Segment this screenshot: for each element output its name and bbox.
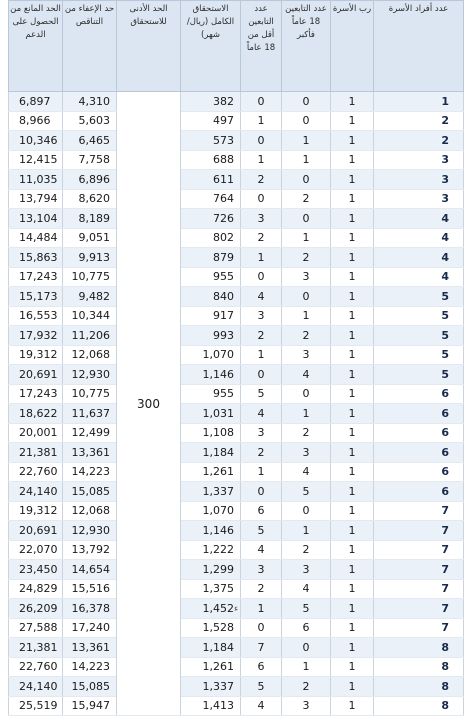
head-of-household-cell: 1 (331, 248, 374, 268)
max-income-cell: 22,760 (9, 657, 63, 677)
table-row (9, 189, 464, 209)
family-size-cell: 4 (374, 248, 464, 268)
dependents-18-plus-cell: 1 (282, 306, 331, 326)
full-entitlement-cell: 955 (181, 267, 241, 287)
head-of-household-cell: 1 (331, 131, 374, 151)
max-income-cell: 16,553 (9, 306, 63, 326)
full-entitlement-cell: 726 (181, 209, 241, 229)
dependents-18-plus-cell: 0 (282, 111, 331, 131)
dependents-under-18-cell: 7 (241, 638, 282, 658)
head-of-household-cell: 1 (331, 521, 374, 541)
head-of-household-cell: 1 (331, 365, 374, 385)
family-size-cell: 2 (374, 131, 464, 151)
full-entitlement-cell: 1,299 (181, 560, 241, 580)
table-row (9, 209, 464, 229)
dependents-18-plus-cell: 0 (282, 501, 331, 521)
table-row (9, 579, 464, 599)
entitlement-table-document (8, 0, 463, 713)
dependents-18-plus-cell: 3 (282, 267, 331, 287)
full-entitlement-cell: 1,337 (181, 482, 241, 502)
head-of-household-cell: 1 (331, 443, 374, 463)
dependents-under-18-cell: 3 (241, 209, 282, 229)
max-income-cell: 10,346 (9, 131, 63, 151)
dependents-18-plus-cell: 0 (282, 384, 331, 404)
max-income-cell: 13,104 (9, 209, 63, 229)
dependents-18-plus-cell: 4 (282, 462, 331, 482)
family-size-cell: 7 (374, 560, 464, 580)
full-entitlement-cell: 1,261 (181, 657, 241, 677)
full-entitlement-cell: 1,413 (181, 696, 241, 716)
max-income-cell: 20,691 (9, 365, 63, 385)
head-of-household-cell: 1 (331, 170, 374, 190)
dependents-under-18-cell: 1 (241, 345, 282, 365)
max-income-cell: 17,243 (9, 384, 63, 404)
dependents-18-plus-cell: 4 (282, 579, 331, 599)
max-income-cell: 20,001 (9, 423, 63, 443)
deduction-limit-cell: 9,913 (63, 248, 117, 268)
table-row (9, 150, 464, 170)
table-row (9, 462, 464, 482)
max-income-cell: 21,381 (9, 443, 63, 463)
dependents-under-18-cell: 5 (241, 384, 282, 404)
full-entitlement-cell: 1,261 (181, 462, 241, 482)
full-entitlement-cell: 955 (181, 384, 241, 404)
family-size-cell: 7 (374, 540, 464, 560)
dependents-18-plus-cell: 5 (282, 599, 331, 619)
head-of-household-cell: 1 (331, 501, 374, 521)
table-row (9, 326, 464, 346)
dependents-under-18-cell: 0 (241, 189, 282, 209)
dependents-under-18-cell: 3 (241, 423, 282, 443)
full-entitlement-cell: 917 (181, 306, 241, 326)
head-of-household-cell: 1 (331, 306, 374, 326)
dependents-18-plus-cell: 0 (282, 92, 331, 112)
family-size-cell: 7 (374, 579, 464, 599)
head-of-household-cell: 1 (331, 423, 374, 443)
full-entitlement-cell: 802 (181, 228, 241, 248)
deduction-limit-cell: 17,240 (63, 618, 117, 638)
dependents-18-plus-cell: 3 (282, 443, 331, 463)
deduction-limit-cell: 14,223 (63, 462, 117, 482)
header-min-entitlement: الحد الأدنى للاستحقاق (117, 1, 181, 92)
deduction-limit-cell: 12,499 (63, 423, 117, 443)
deduction-limit-cell: 4,310 (63, 92, 117, 112)
table-row (9, 443, 464, 463)
family-size-cell: 4 (374, 267, 464, 287)
deduction-limit-cell: 10,775 (63, 267, 117, 287)
full-entitlement-cell: 1,337 (181, 677, 241, 697)
full-entitlement-cell: 1,146 (181, 521, 241, 541)
deduction-limit-cell: 12,068 (63, 345, 117, 365)
family-size-cell: 5 (374, 306, 464, 326)
head-of-household-cell: 1 (331, 228, 374, 248)
table-row (9, 521, 464, 541)
dependents-18-plus-cell: 2 (282, 677, 331, 697)
dependents-18-plus-cell: 4 (282, 365, 331, 385)
dependents-under-18-cell: 4 (241, 696, 282, 716)
table-row (9, 228, 464, 248)
dependents-under-18-cell: 2 (241, 443, 282, 463)
deduction-limit-cell: 8,189 (63, 209, 117, 229)
head-of-household-cell: 1 (331, 657, 374, 677)
deduction-limit-cell: 12,930 (63, 521, 117, 541)
head-of-household-cell: 1 (331, 189, 374, 209)
dependents-under-18-cell: 3 (241, 306, 282, 326)
dependents-18-plus-cell: 3 (282, 345, 331, 365)
full-entitlement-cell: 1,070 (181, 501, 241, 521)
head-of-household-cell: 1 (331, 677, 374, 697)
header-max-income: الحد المانع من الحصول على الدعم (9, 1, 63, 92)
dependents-18-plus-cell: 1 (282, 131, 331, 151)
dependents-under-18-cell: 1 (241, 111, 282, 131)
table-row (9, 287, 464, 307)
family-size-cell: 8 (374, 638, 464, 658)
dependents-under-18-cell: 1 (241, 248, 282, 268)
dependents-under-18-cell: 4 (241, 404, 282, 424)
family-size-cell: 4 (374, 209, 464, 229)
dependents-18-plus-cell: 0 (282, 209, 331, 229)
full-entitlement-cell: 1,184 (181, 638, 241, 658)
head-of-household-cell: 1 (331, 696, 374, 716)
dependents-18-plus-cell: 3 (282, 560, 331, 580)
max-income-cell: 21,381 (9, 638, 63, 658)
deduction-limit-cell: 16,378 (63, 599, 117, 619)
dependents-under-18-cell: 5 (241, 677, 282, 697)
max-income-cell: 25,519 (9, 696, 63, 716)
head-of-household-cell: 1 (331, 599, 374, 619)
header-head-of-household: رب الأسرة (331, 1, 374, 92)
deduction-limit-cell: 15,947 (63, 696, 117, 716)
max-income-cell: 27,588 (9, 618, 63, 638)
deduction-limit-cell: 12,068 (63, 501, 117, 521)
deduction-limit-cell: 11,206 (63, 326, 117, 346)
dependents-18-plus-cell: 0 (282, 287, 331, 307)
deduction-limit-cell: 14,654 (63, 560, 117, 580)
min-entitlement-value: 300 (117, 92, 181, 716)
family-size-cell: 6 (374, 384, 464, 404)
table-row (9, 677, 464, 697)
dependents-under-18-cell: 6 (241, 657, 282, 677)
max-income-cell: 14,484 (9, 228, 63, 248)
full-entitlement-cell: 1,528 (181, 618, 241, 638)
family-size-cell: 6 (374, 443, 464, 463)
family-size-cell: 7 (374, 501, 464, 521)
table-row (9, 423, 464, 443)
family-size-cell: 4 (374, 228, 464, 248)
dependents-18-plus-cell: 6 (282, 618, 331, 638)
head-of-household-cell: 1 (331, 540, 374, 560)
deduction-limit-cell: 15,085 (63, 677, 117, 697)
full-entitlement-cell: 879 (181, 248, 241, 268)
max-income-cell: 8,966 (9, 111, 63, 131)
head-of-household-cell: 1 (331, 482, 374, 502)
dependents-18-plus-cell: 2 (282, 423, 331, 443)
max-income-cell: 22,760 (9, 462, 63, 482)
max-income-cell: 15,173 (9, 287, 63, 307)
max-income-cell: 24,829 (9, 579, 63, 599)
max-income-cell: 15,863 (9, 248, 63, 268)
dependents-18-plus-cell: 1 (282, 521, 331, 541)
dependents-under-18-cell: 0 (241, 365, 282, 385)
dependents-under-18-cell: 2 (241, 326, 282, 346)
full-entitlement-cell: 1,031 (181, 404, 241, 424)
dependents-18-plus-cell: 2 (282, 189, 331, 209)
deduction-limit-cell: 7,758 (63, 150, 117, 170)
dependents-18-plus-cell: 2 (282, 326, 331, 346)
family-size-cell: 7 (374, 521, 464, 541)
family-size-cell: 8 (374, 677, 464, 697)
deduction-limit-cell: 14,223 (63, 657, 117, 677)
head-of-household-cell: 1 (331, 267, 374, 287)
table-row (9, 618, 464, 638)
table-row (9, 306, 464, 326)
full-entitlement-cell: 497 (181, 111, 241, 131)
family-size-cell: 8 (374, 657, 464, 677)
max-income-cell: 23,450 (9, 560, 63, 580)
family-size-cell: 3 (374, 189, 464, 209)
dependents-under-18-cell: 4 (241, 540, 282, 560)
page-footer-mark: ء (234, 604, 239, 614)
family-size-cell: 1 (374, 92, 464, 112)
dependents-18-plus-cell: 1 (282, 228, 331, 248)
family-size-cell: 7 (374, 599, 464, 619)
max-income-cell: 24,140 (9, 482, 63, 502)
full-entitlement-cell: 382 (181, 92, 241, 112)
head-of-household-cell: 1 (331, 287, 374, 307)
max-income-cell: 6,897 (9, 92, 63, 112)
family-size-cell: 3 (374, 170, 464, 190)
head-of-household-cell: 1 (331, 150, 374, 170)
deduction-limit-cell: 13,792 (63, 540, 117, 560)
head-of-household-cell: 1 (331, 384, 374, 404)
deduction-limit-cell: 15,085 (63, 482, 117, 502)
family-size-cell: 6 (374, 404, 464, 424)
deduction-limit-cell: 9,482 (63, 287, 117, 307)
header-row (9, 1, 464, 92)
family-size-cell: 5 (374, 326, 464, 346)
table-row (9, 170, 464, 190)
head-of-household-cell: 1 (331, 209, 374, 229)
family-size-cell: 8 (374, 696, 464, 716)
deduction-limit-cell: 6,465 (63, 131, 117, 151)
full-entitlement-cell: 611 (181, 170, 241, 190)
dependents-18-plus-cell: 2 (282, 248, 331, 268)
dependents-under-18-cell: 0 (241, 267, 282, 287)
full-entitlement-cell: 1,184 (181, 443, 241, 463)
max-income-cell: 22,070 (9, 540, 63, 560)
max-income-cell: 19,312 (9, 501, 63, 521)
deduction-limit-cell: 13,361 (63, 443, 117, 463)
dependents-under-18-cell: 2 (241, 170, 282, 190)
dependents-18-plus-cell: 1 (282, 404, 331, 424)
table-row (9, 657, 464, 677)
full-entitlement-cell: 840 (181, 287, 241, 307)
table-row (9, 365, 464, 385)
max-income-cell: 12,415 (9, 150, 63, 170)
head-of-household-cell: 1 (331, 326, 374, 346)
dependents-under-18-cell: 3 (241, 560, 282, 580)
max-income-cell: 24,140 (9, 677, 63, 697)
dependents-under-18-cell: 2 (241, 579, 282, 599)
head-of-household-cell: 1 (331, 638, 374, 658)
dependents-18-plus-cell: 5 (282, 482, 331, 502)
family-size-cell: 6 (374, 462, 464, 482)
family-size-cell: 7 (374, 618, 464, 638)
family-size-cell: 5 (374, 345, 464, 365)
head-of-household-cell: 1 (331, 462, 374, 482)
table-row (9, 248, 464, 268)
full-entitlement-cell: 1,070 (181, 345, 241, 365)
head-of-household-cell: 1 (331, 404, 374, 424)
full-entitlement-cell: 1,222 (181, 540, 241, 560)
dependents-under-18-cell: 6 (241, 501, 282, 521)
deduction-limit-cell: 8,620 (63, 189, 117, 209)
table-row (9, 345, 464, 365)
deduction-limit-cell: 6,896 (63, 170, 117, 190)
dependents-18-plus-cell: 1 (282, 657, 331, 677)
head-of-household-cell: 1 (331, 111, 374, 131)
dependents-under-18-cell: 5 (241, 521, 282, 541)
full-entitlement-cell: 764 (181, 189, 241, 209)
head-of-household-cell: 1 (331, 560, 374, 580)
deduction-limit-cell: 9,051 (63, 228, 117, 248)
deduction-limit-cell: 12,930 (63, 365, 117, 385)
deduction-limit-cell: 11,637 (63, 404, 117, 424)
head-of-household-cell: 1 (331, 345, 374, 365)
table-row (9, 560, 464, 580)
family-size-cell: 5 (374, 287, 464, 307)
table-row (9, 696, 464, 716)
table-row (9, 384, 464, 404)
dependents-under-18-cell: 0 (241, 482, 282, 502)
table-row (9, 638, 464, 658)
family-size-cell: 6 (374, 423, 464, 443)
full-entitlement-cell: 688 (181, 150, 241, 170)
dependents-18-plus-cell: 0 (282, 170, 331, 190)
dependents-18-plus-cell: 2 (282, 540, 331, 560)
deduction-limit-cell: 10,344 (63, 306, 117, 326)
dependents-18-plus-cell: 1 (282, 150, 331, 170)
table-row (9, 501, 464, 521)
family-size-cell: 2 (374, 111, 464, 131)
dependents-under-18-cell: 2 (241, 228, 282, 248)
full-entitlement-cell: 1,452 (181, 599, 241, 619)
header-dependents-18-plus: عدد التابعين 18 عاماً فأكبر (282, 1, 331, 92)
head-of-household-cell: 1 (331, 92, 374, 112)
dependents-18-plus-cell: 3 (282, 696, 331, 716)
deduction-limit-cell: 13,361 (63, 638, 117, 658)
full-entitlement-cell: 573 (181, 131, 241, 151)
max-income-cell: 20,691 (9, 521, 63, 541)
deduction-limit-cell: 5,603 (63, 111, 117, 131)
family-size-cell: 5 (374, 365, 464, 385)
dependents-18-plus-cell: 0 (282, 638, 331, 658)
family-size-cell: 3 (374, 150, 464, 170)
head-of-household-cell: 1 (331, 579, 374, 599)
header-dependents-under-18: عدد التابعين أقل من 18 عاماً (241, 1, 282, 92)
full-entitlement-cell: 993 (181, 326, 241, 346)
max-income-cell: 19,312 (9, 345, 63, 365)
table-row (9, 267, 464, 287)
max-income-cell: 17,243 (9, 267, 63, 287)
max-income-cell: 18,622 (9, 404, 63, 424)
dependents-under-18-cell: 1 (241, 462, 282, 482)
table-row (9, 131, 464, 151)
table-row (9, 482, 464, 502)
deduction-limit-cell: 10,775 (63, 384, 117, 404)
header-full-entitlement: الاستحقاق الكامل (ريال/شهر) (181, 1, 241, 92)
max-income-cell: 17,932 (9, 326, 63, 346)
full-entitlement-cell: 1,108 (181, 423, 241, 443)
max-income-cell: 13,794 (9, 189, 63, 209)
header-family-size: عدد أفراد الأسرة (374, 1, 464, 92)
dependents-under-18-cell: 0 (241, 92, 282, 112)
dependents-under-18-cell: 4 (241, 287, 282, 307)
table-row (9, 92, 464, 112)
head-of-household-cell: 1 (331, 618, 374, 638)
dependents-under-18-cell: 0 (241, 618, 282, 638)
dependents-under-18-cell: 1 (241, 150, 282, 170)
full-entitlement-cell: 1,146 (181, 365, 241, 385)
header-deduction-limit: حد الإعفاء من التناقص (63, 1, 117, 92)
deduction-limit-cell: 15,516 (63, 579, 117, 599)
dependents-under-18-cell: 1 (241, 599, 282, 619)
full-entitlement-cell: 1,375 (181, 579, 241, 599)
table-row (9, 111, 464, 131)
max-income-cell: 26,209 (9, 599, 63, 619)
table-row (9, 404, 464, 424)
dependents-under-18-cell: 0 (241, 131, 282, 151)
family-size-cell: 6 (374, 482, 464, 502)
max-income-cell: 11,035 (9, 170, 63, 190)
table-row (9, 540, 464, 560)
